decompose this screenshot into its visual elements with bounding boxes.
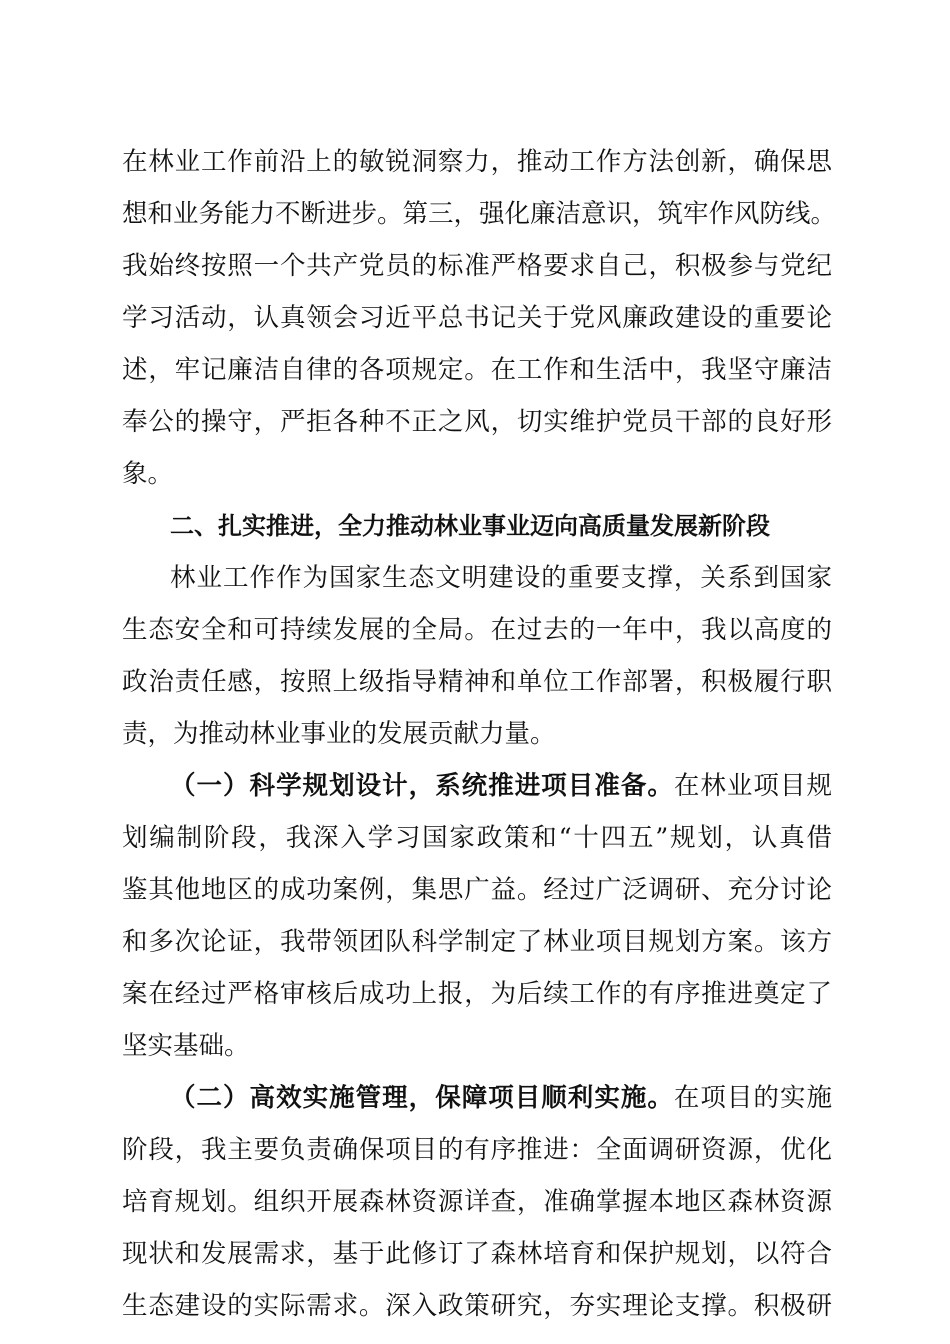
subsection-2-title: （二）高效实施管理，保障项目顺利实施。 [170,1083,674,1113]
body-line: 林业工作作为国家生态文明建设的重要支撑，关系到国家 [170,563,832,593]
subsection-2-first-line [170,1078,832,1118]
body-line: 和多次论证，我带领团队科学制定了林业项目规划方案。该方 [122,927,832,957]
body-line: 我始终按照一个共产党员的标准严格要求自己，积极参与党纪 [122,251,832,281]
body-line: 责，为推动林业事业的发展贡献力量。 [122,719,556,749]
section-heading: 二、扎实推进，全力推动林业事业迈向高质量发展新阶段 [170,512,770,540]
body-line: 学习活动，认真领会习近平总书记关于党风廉政建设的重要论 [122,303,832,333]
body-line: 培育规划。组织开展森林资源详查，准确掌握本地区森林资源 [122,1187,832,1217]
body-line: 坚实基础。 [122,1031,250,1061]
body-line: 划编制阶段，我深入学习国家政策和“十四五”规划，认真借 [122,823,832,853]
body-line: 在林业工作前沿上的敏锐洞察力，推动工作方法创新，确保思 [122,147,832,177]
subsection-1-title: （一）科学规划设计，系统推进项目准备。 [170,771,674,801]
body-line: 象。 [122,459,174,489]
subsection-1-first-line [170,766,832,806]
body-line: 述，牢记廉洁自律的各项规定。在工作和生活中，我坚守廉洁 [122,355,832,385]
body-line: 奉公的操守，严拒各种不正之风，切实维护党员干部的良好形 [122,407,832,437]
body-line: 阶段，我主要负责确保项目的有序推进：全面调研资源，优化 [122,1135,832,1165]
body-line: 想和业务能力不断进步。第三，强化廉洁意识，筑牢作风防线。 [122,199,837,229]
body-line: 鉴其他地区的成功案例，集思广益。经过广泛调研、充分讨论 [122,875,832,905]
body-line: 政治责任感，按照上级指导精神和单位工作部署，积极履行职 [122,667,832,697]
subsection-1-first-line-rest: 在林业项目规 [673,771,832,801]
subsection-2-first-line-rest: 在项目的实施 [673,1083,832,1113]
body-line: 案在经过严格审核后成功上报，为后续工作的有序推进奠定了 [122,979,832,1009]
body-line: 生态建设的实际需求。深入政策研究，夯实理论支撑。积极研 [122,1291,832,1321]
body-line: 生态安全和可持续发展的全局。在过去的一年中，我以高度的 [122,615,832,645]
body-line: 现状和发展需求，基于此修订了森林培育和保护规划，以符合 [122,1239,832,1269]
